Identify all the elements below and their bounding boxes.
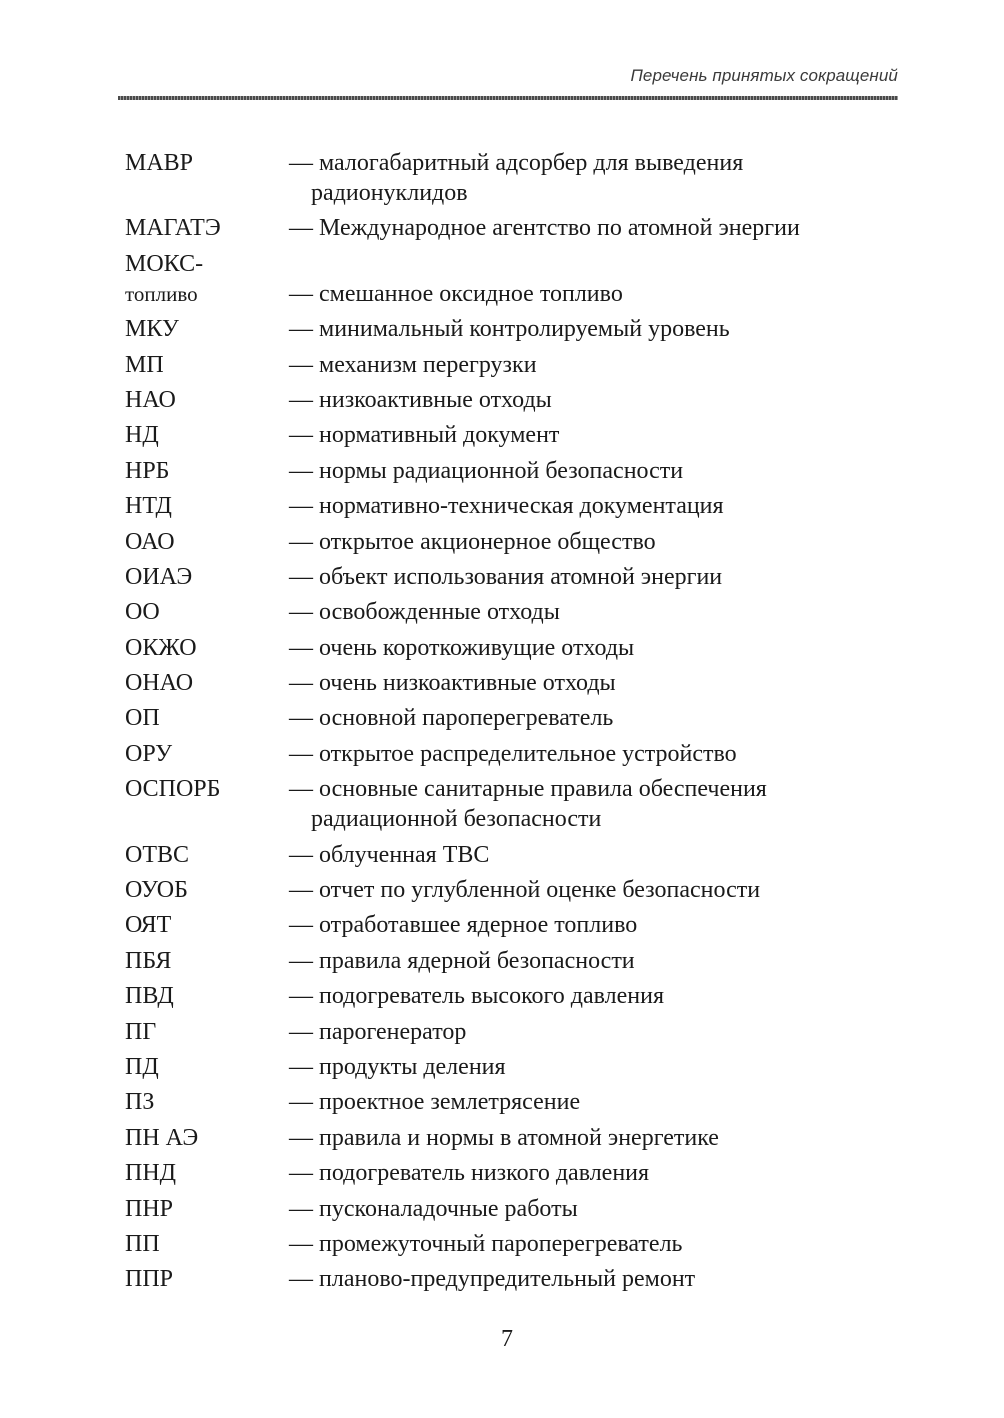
entry-definition-text: промежуточный пароперегреватель	[319, 1230, 683, 1257]
entry-definition	[289, 1158, 905, 1188]
entry-ppr	[125, 1264, 905, 1294]
entry-oo	[125, 597, 905, 627]
entry-abbreviation: ПВД	[125, 983, 174, 1010]
entry-dash: —	[289, 983, 313, 1010]
entry-pz	[125, 1087, 905, 1117]
entry-abbreviation: МАГАТЭ	[125, 215, 221, 242]
entry-abbreviation: ПГ	[125, 1018, 157, 1045]
entry-definition	[289, 420, 905, 450]
entry-definition-text: правила ядерной безопасности	[319, 947, 635, 974]
entry-oyat	[125, 910, 905, 940]
entry-abbreviation: ОРУ	[125, 740, 173, 767]
entry-otvs	[125, 840, 905, 870]
entry-pnr	[125, 1194, 905, 1224]
entry-dash: —	[289, 877, 313, 904]
entry-definition	[289, 668, 905, 698]
entry-dash: —	[289, 1230, 313, 1257]
entry-abbreviation: ПН АЭ	[125, 1124, 199, 1151]
entry-abbreviation: ОИАЭ	[125, 563, 193, 590]
entry-mku	[125, 314, 905, 344]
entry-dash: —	[289, 422, 313, 449]
entry-dash: —	[289, 457, 313, 484]
entry-definition	[289, 597, 905, 627]
entry-definition-text: пусконаладочные работы	[319, 1195, 578, 1222]
entry-oiae	[125, 562, 905, 592]
entry-definition-text: низкоактивные отходы	[319, 386, 552, 413]
entry-moks-toplivo	[125, 249, 905, 309]
entry-definition	[289, 1194, 905, 1224]
entry-dash: —	[289, 1266, 313, 1293]
entry-dash: —	[289, 670, 313, 697]
entry-definition-text: основные санитарные правила обеспечения	[319, 776, 767, 803]
entry-definition	[289, 562, 905, 592]
entry-abbreviation: ПБЯ	[125, 947, 172, 974]
entry-dash: —	[289, 1195, 313, 1222]
entry-nd	[125, 420, 905, 450]
entry-abbreviation: ОКЖО	[125, 634, 197, 661]
entry-abbreviation: ПЗ	[125, 1089, 155, 1116]
entry-definition-text: правила и нормы в атомной энергетике	[319, 1124, 719, 1151]
entry-dash: —	[289, 1089, 313, 1116]
entry-definition	[289, 910, 905, 940]
entry-dash: —	[289, 563, 313, 590]
abbreviation-list	[125, 148, 905, 1300]
entry-dash: —	[289, 634, 313, 661]
entry-abbreviation: НТД	[125, 493, 172, 520]
entry-ouob	[125, 875, 905, 905]
entry-definition	[289, 1017, 905, 1047]
entry-op	[125, 703, 905, 733]
entry-dash: —	[289, 351, 313, 378]
entry-abbreviation: ОП	[125, 705, 160, 732]
header-rule	[118, 96, 898, 100]
entry-definition-text: механизм перегрузки	[319, 351, 537, 378]
entry-definition-text: минимальный контролируемый уровень	[319, 316, 730, 343]
entry-definition	[289, 1264, 905, 1294]
entry-dash: —	[289, 776, 313, 803]
entry-definition-text: малогабаритный адсорбер для выведения	[319, 150, 744, 176]
entry-abbreviation: ПП	[125, 1230, 160, 1257]
entry-definition-text: очень низкоактивные отходы	[319, 670, 616, 697]
entry-dash: —	[289, 1053, 313, 1080]
entry-abbreviation: ПНД	[125, 1160, 177, 1187]
entry-definition	[289, 1052, 905, 1082]
entry-definition	[289, 774, 905, 834]
entry-dash: —	[289, 528, 313, 555]
entry-abbreviation: ПНР	[125, 1195, 174, 1222]
entry-definition	[289, 279, 905, 309]
entry-abbreviation: МП	[125, 351, 164, 378]
entry-pp	[125, 1229, 905, 1259]
entry-definition	[289, 213, 905, 243]
entry-oru	[125, 739, 905, 769]
entry-abbreviation: НАО	[125, 386, 176, 413]
entry-definition-text: открытое распределительное устройство	[319, 740, 737, 767]
entry-definition	[289, 875, 905, 905]
entry-definition	[289, 456, 905, 486]
entry-dash: —	[289, 841, 313, 868]
entry-definition-text: планово-предупредительный ремонт	[319, 1266, 696, 1293]
entry-dash: —	[289, 1160, 313, 1187]
entry-pn-ae	[125, 1123, 905, 1153]
entry-definition	[289, 739, 905, 769]
entry-definition-text: подогреватель высокого давления	[319, 983, 664, 1010]
entry-dash: —	[289, 316, 313, 343]
entry-definition-text: проектное землетрясение	[319, 1089, 581, 1116]
entry-dash: —	[289, 280, 313, 307]
entry-definition-text: подогреватель низкого давления	[319, 1160, 650, 1187]
entry-abbreviation: ОЯТ	[125, 912, 172, 939]
entry-definition	[289, 840, 905, 870]
entry-nrb	[125, 456, 905, 486]
entry-abbreviation: НД	[125, 422, 159, 449]
entry-osporb	[125, 774, 905, 834]
entry-abbreviation: ППР	[125, 1266, 174, 1293]
entry-pnd	[125, 1158, 905, 1188]
entry-dash: —	[289, 705, 313, 732]
entry-definition-text: парогенератор	[319, 1018, 467, 1045]
entry-pbya	[125, 946, 905, 976]
entry-definition	[289, 946, 905, 976]
entry-definition	[289, 1229, 905, 1259]
entry-definition-continuation: радиационной безопасности	[311, 806, 602, 833]
entry-definition	[289, 1087, 905, 1117]
entry-onao	[125, 668, 905, 698]
entry-pd	[125, 1052, 905, 1082]
entry-definition-text: отработавшее ядерное топливо	[319, 912, 638, 939]
entry-definition	[289, 1123, 905, 1153]
entry-definition	[289, 633, 905, 663]
entry-definition	[289, 491, 905, 521]
entry-definition-text: смешанное оксидное топливо	[319, 280, 623, 307]
entry-dash: —	[289, 493, 313, 520]
entry-definition-text: основной пароперегреватель	[319, 705, 614, 732]
entry-abbreviation: ОАО	[125, 528, 175, 555]
entry-dash: —	[289, 386, 313, 413]
entry-definition-text: Международное агентство по атомной энергии	[319, 215, 800, 242]
entry-definition-text: нормативный документ	[319, 422, 560, 449]
entry-definition	[289, 981, 905, 1011]
entry-dash: —	[289, 1018, 313, 1045]
entry-nao	[125, 385, 905, 415]
entry-line	[125, 279, 905, 309]
entry-magate	[125, 213, 905, 243]
entry-dash: —	[289, 599, 313, 626]
page-number: 7	[501, 1326, 513, 1352]
running-header: Перечень принятых сокращений	[630, 66, 898, 85]
entry-definition	[289, 148, 905, 208]
entry-okzho	[125, 633, 905, 663]
entry-definition-text: отчет по углубленной оценке безопасности	[319, 877, 761, 904]
entry-pg	[125, 1017, 905, 1047]
entry-abbreviation: ОО	[125, 599, 160, 626]
entry-abbreviation: ОТВС	[125, 841, 190, 868]
entry-definition-continuation: радионуклидов	[311, 180, 468, 206]
entry-definition-text: нормативно-техническая документация	[319, 493, 724, 520]
entry-oao	[125, 527, 905, 557]
entry-mp	[125, 350, 905, 380]
entry-pvd	[125, 981, 905, 1011]
entry-ntd	[125, 491, 905, 521]
entry-abbreviation: ОНАО	[125, 670, 194, 697]
entry-abbreviation: ОУОБ	[125, 877, 188, 904]
entry-definition	[289, 350, 905, 380]
entry-abbreviation: топливо	[125, 281, 198, 306]
entry-dash: —	[289, 150, 313, 176]
entry-abbreviation: МАВР	[125, 150, 194, 176]
entry-definition-text: освобожденные отходы	[319, 599, 560, 626]
entry-definition-text: объект использования атомной энергии	[319, 563, 723, 590]
entry-definition	[289, 385, 905, 415]
entry-definition-text: облученная ТВС	[319, 841, 490, 868]
entry-definition-text: нормы радиационной безопасности	[319, 457, 684, 484]
entry-mavr	[125, 148, 905, 208]
entry-abbreviation: ОСПОРБ	[125, 776, 221, 803]
entry-definition-text: очень короткоживущие отходы	[319, 634, 635, 661]
entry-abbreviation: МКУ	[125, 316, 179, 343]
entry-definition-text: открытое акционерное общество	[319, 528, 656, 555]
entry-definition	[289, 527, 905, 557]
entry-definition	[289, 703, 905, 733]
entry-definition-text: продукты деления	[319, 1053, 506, 1080]
entry-dash: —	[289, 947, 313, 974]
entry-abbreviation-top: МОКС-	[125, 250, 204, 277]
entry-dash: —	[289, 740, 313, 767]
entry-abbreviation: НРБ	[125, 457, 170, 484]
entry-definition	[289, 314, 905, 344]
entry-dash: —	[289, 912, 313, 939]
entry-abbreviation: ПД	[125, 1053, 159, 1080]
entry-dash: —	[289, 1124, 313, 1151]
entry-dash: —	[289, 215, 313, 242]
